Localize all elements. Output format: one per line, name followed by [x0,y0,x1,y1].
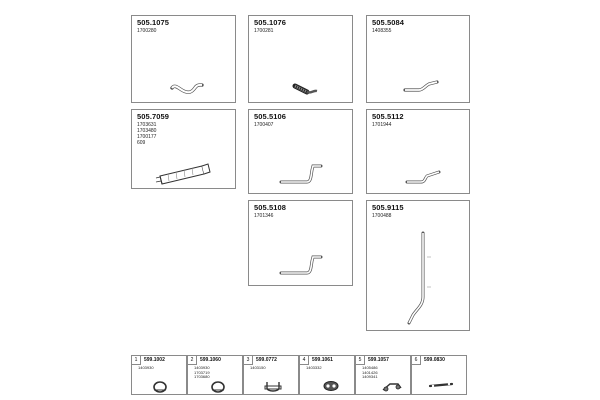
part-box-505-1076 [248,15,353,103]
part-box-505-1075 [131,15,236,103]
accessory-cell-6 [411,355,467,395]
part-code: 505.9115 [372,203,404,212]
part-code: 505.5084 [372,18,405,27]
part-box-505-5108 [248,200,353,286]
accessory-number: 6 [412,356,421,365]
rubber-hanger-icon [320,378,342,394]
part-refs: 1703631 1703480 1700177 609 [137,122,157,146]
silencer-icon [132,110,237,190]
accessory-number: 5 [356,356,365,365]
bent-pipe-icon [132,16,237,104]
accessory-refs: 1403930 1703719 1703680 [194,365,210,380]
accessory-refs: 1403332 [306,365,322,370]
part-refs: 1408355 [372,28,392,34]
part-code: 505.5108 [254,203,287,212]
pipe-icon [249,201,354,287]
accessory-number: 4 [300,356,309,365]
accessory-refs: 1405486 1401426 1409341 [362,365,378,380]
clamp-icon [208,380,228,394]
part-code: 505.5112 [372,112,404,121]
part-box-505-9115 [366,200,470,331]
accessory-cell-2 [187,355,243,395]
accessory-number: 2 [188,356,197,365]
part-box-505-5084 [366,15,470,103]
accessory-cell-4 [299,355,355,395]
accessory-cell-1 [131,355,187,395]
accessory-code: 599.1060 [200,357,221,363]
part-box-505-5112 [366,109,470,194]
pipe-icon [367,110,471,195]
part-refs: 1701944 [372,122,392,128]
u-bolt-clamp-icon [262,378,284,394]
part-refs: 1701346 [254,213,274,219]
flex-pipe-icon [249,16,354,104]
part-refs: 1700281 [254,28,274,34]
clamp-icon [150,380,170,394]
accessory-refs: 1403930 [138,365,154,370]
accessory-code: 599.0830 [424,357,445,363]
accessory-refs: 1403150 [250,365,266,370]
mounting-strap-icon [428,378,454,392]
tailpipe-icon [367,201,471,332]
part-code: 505.7059 [137,112,170,121]
accessory-number: 3 [244,356,253,365]
pipe-icon [367,16,471,104]
part-refs: 1700488 [372,213,392,219]
pipe-icon [249,110,354,195]
accessory-code: 599.0772 [256,357,277,363]
part-refs: 1700407 [254,122,274,128]
part-box-505-7059 [131,109,236,189]
part-code: 505.5106 [254,112,287,121]
accessory-cell-5 [355,355,411,395]
part-box-505-5106 [248,109,353,194]
hanger-bracket-icon [380,378,404,394]
accessory-cell-3 [243,355,299,395]
accessory-code: 599.1002 [144,357,165,363]
accessory-code: 599.1057 [368,357,389,363]
accessory-number: 1 [132,356,141,365]
part-code: 505.1076 [254,18,287,27]
accessory-code: 599.1061 [312,357,333,363]
part-refs: 1700280 [137,28,157,34]
part-code: 505.1075 [137,18,170,27]
